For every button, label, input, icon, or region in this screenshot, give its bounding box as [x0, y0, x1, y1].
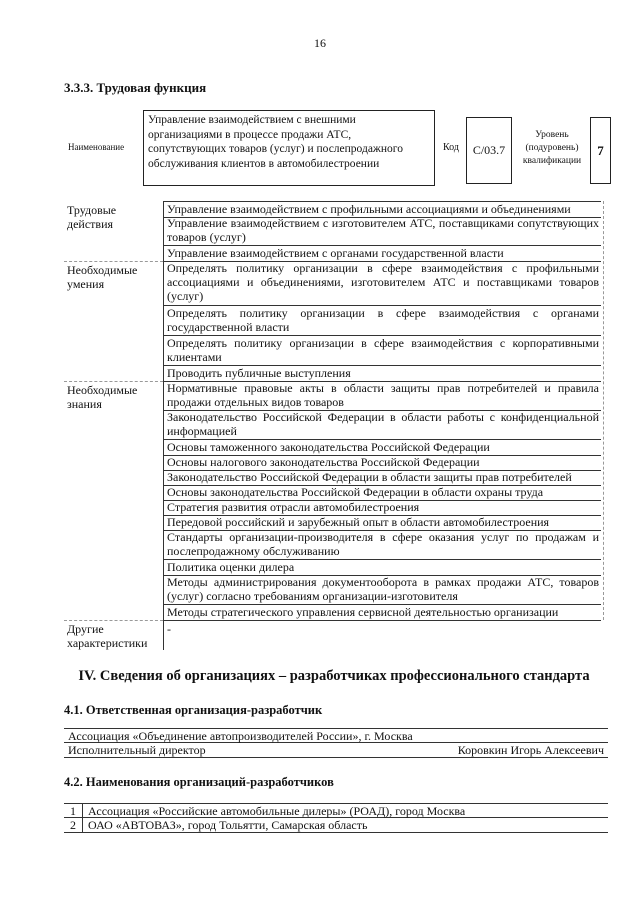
level-box: 7: [590, 117, 611, 184]
skill-item: Определять политику организации в сфере взаимодействия с органами государственной власти: [163, 306, 601, 336]
responsible-position: Исполнительный директор: [68, 743, 206, 757]
skill-item: Проводить публичные выступления: [163, 366, 601, 382]
row-separator: [64, 381, 163, 382]
knowledge-item: Основы таможенного законодательства Российской Федерации: [163, 440, 601, 456]
code-label: Код: [443, 142, 459, 153]
name-label: Наименование: [68, 142, 125, 152]
developer-number: 1: [64, 804, 83, 818]
knowledge-item: Передовой российский и зарубежный опыт в области автомобилестроения: [163, 515, 601, 531]
code-box: C/03.7: [466, 117, 512, 184]
knowledge-item: Законодательство Российской Федерации в области защиты прав потребителей: [163, 470, 601, 486]
level-label: Уровень (подуровень) квалификации: [522, 130, 582, 166]
section-title-4-2: 4.2. Наименования организаций-разработчиков: [64, 775, 334, 789]
section-title-3-3-3: 3.3.3. Трудовая функция: [64, 80, 207, 95]
developer-row: [64, 803, 608, 818]
labor-action-item: Управление взаимодействием с изготовителем АТС, поставщиками сопутствующих товаров (услуг): [163, 216, 601, 246]
knowledge-item: Основы налогового законодательства Российской Федерации: [163, 455, 601, 471]
skill-item: Определять политику организации в сфере взаимодействия с корпоративными клиентами: [163, 336, 601, 366]
other-label: Другие характеристики: [67, 622, 148, 650]
developer-name: ОАО «АВТОВАЗ», город Тольятти, Самарская область: [88, 818, 368, 832]
skill-item: Определять политику организации в сфере взаимодействия с профильными ассоциациями и объединениями, изготовителем АТС и поставщиками товаров (услуг): [163, 261, 601, 306]
knowledge-item: Стратегия развития отрасли автомобилестроения: [163, 500, 601, 516]
knowledge-label: Необходимые знания: [67, 383, 138, 411]
knowledge-item: Нормативные правовые акты в области защиты прав потребителей и правила продажи отдельных видов товаров: [163, 381, 601, 411]
knowledge-item: Методы администрирования документооборота в рамках продажи АТС, товаров (услуг) согласно требованиям организации-изготовителя: [163, 575, 601, 605]
row-separator: [64, 261, 163, 262]
labor-action-item: Управление взаимодействием с органами государственной власти: [163, 246, 601, 262]
other-cell-border: [163, 620, 164, 650]
knowledge-item: Законодательство Российской Федерации в области работы с конфиденциальной информацией: [163, 410, 601, 440]
responsible-org-row: [64, 728, 608, 743]
knowledge-item: Стандарты организации-производителя в сфере оказания услуг по продажам и послепродажному обслуживанию: [163, 530, 601, 560]
developer-name: Ассоциация «Российские автомобильные дилеры» (РОАД), город Москва: [88, 804, 466, 818]
developer-row: [64, 818, 608, 833]
responsible-org-name: Ассоциация «Объединение автопроизводителей России», г. Москва: [68, 729, 413, 743]
responsible-person-row: [64, 743, 608, 758]
knowledge-item: Основы законодательства Российской Федерации в области охраны труда: [163, 485, 601, 501]
function-name-box: Управление взаимодействием с внешними организациями в процессе продажи АТС, сопутствующих товаров (услуг) и послепродажного обслуживания клиентов в автомобилестроении: [143, 110, 435, 186]
row-separator: [64, 620, 163, 621]
knowledge-item: Методы стратегического управления сервисной деятельностью организации: [163, 605, 601, 621]
developer-number: 2: [64, 818, 83, 832]
skills-label: Необходимые умения: [67, 263, 138, 291]
responsible-person: Коровкин Игорь Алексеевич: [457, 743, 604, 757]
other-value: -: [167, 622, 171, 636]
page-number: 16: [314, 36, 326, 50]
table-right-border: [603, 201, 604, 620]
knowledge-item: Политика оценки дилера: [163, 560, 601, 576]
labor-action-item: Управление взаимодействием с профильными ассоциациями и объединениями: [163, 201, 601, 218]
labor-actions-label: Трудовые действия: [67, 203, 117, 231]
section-title-4-1: 4.1. Ответственная организация-разработчик: [64, 703, 323, 717]
section-title-iv: IV. Сведения об организациях – разработчиках профессионального стандарта: [78, 668, 590, 684]
